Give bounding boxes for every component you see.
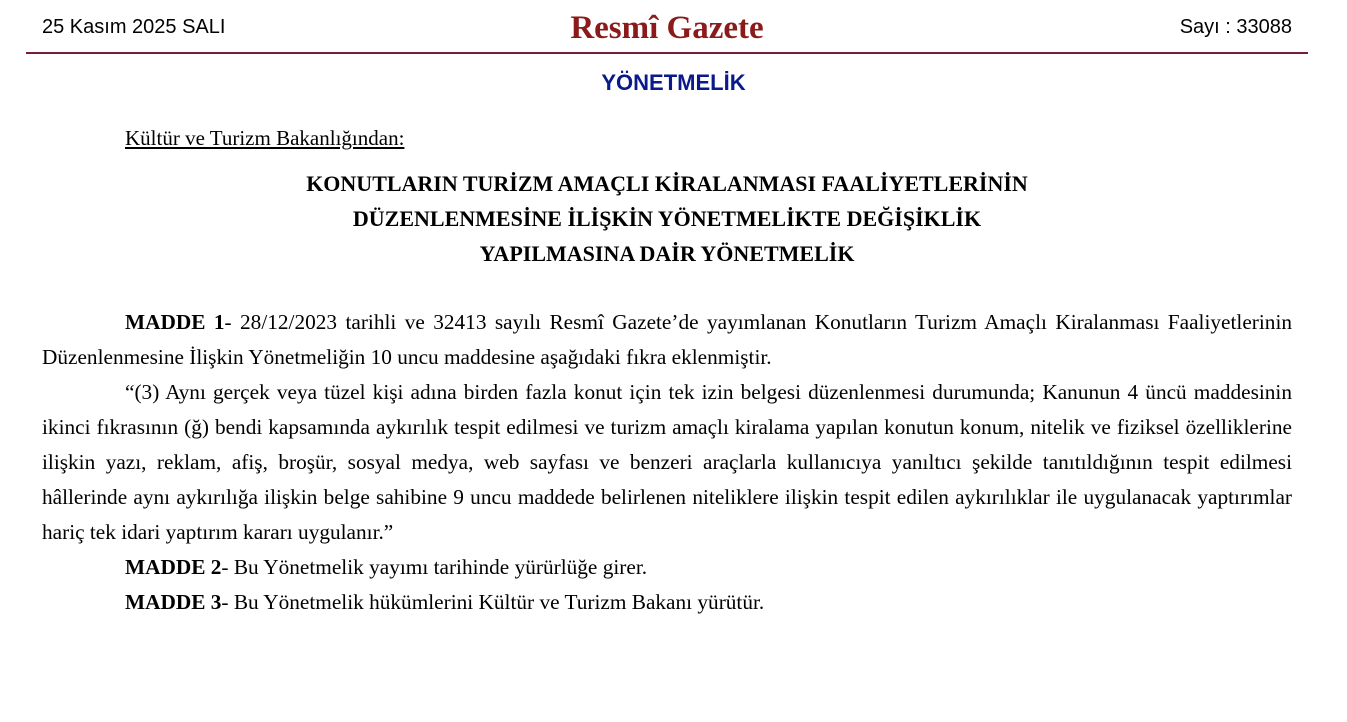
article-text: - Bu Yönetmelik hükümlerini Kültür ve Turizm Bakanı yürütür. [221, 590, 765, 614]
section-heading: YÖNETMELİK [601, 70, 746, 95]
gazette-header [26, 8, 1308, 54]
article-3 [42, 585, 1292, 620]
article-text: - 28/12/2023 tarihli ve 32413 sayılı Resmî Gazete’de yayımlanan Konutların Turizm Amaçlı Kiralanması Faaliyetlerinin Düzenlenmesine İlişkin Yönetmeliğin 10 uncu maddesine aşağıdaki fıkra eklenmiştir. [42, 310, 1293, 369]
ministry-name: Kültür ve Turizm Bakanlığından: [125, 126, 405, 150]
gazette-title: Resmî Gazete [570, 10, 764, 46]
article-1-paragraph-3 [42, 375, 1292, 550]
article-1 [42, 305, 1292, 375]
article-2 [42, 550, 1292, 585]
article-label: MADDE 2 [125, 555, 222, 579]
issue-date: 25 Kasım 2025 SALI [42, 16, 226, 38]
issue-number: Sayı : 33088 [1179, 16, 1292, 38]
article-text: “(3) Aynı gerçek veya tüzel kişi adına birden fazla konut için tek izin belgesi düzenlenmesi durumunda; Kanunun 4 üncü maddesinin ikinci fıkrasının (ğ) bendi kapsamında aykırılık tespit edilmesi ve turizm amaçlı kiralama yapılan konutun konum, nitelik ve fiziksel özelliklerine ilişkin yazı, reklam, afiş, broşür, sosyal medya, web sayfası ve benzeri araçlarla kullanıcıya yanıltıcı şekilde tanıtıldığının tespit edilmesi hâllerinde aynı aykırılığa ilişkin belge sahibine 9 uncu maddede belirlenen niteliklere ilişkin tespit edilen aykırılıklar ile uygulanacak yaptırımlar hariç tek idari yaptırım kararı uygulanır.” [42, 380, 1292, 544]
regulation-title-line: KONUTLARIN TURİZM AMAÇLI KİRALANMASI FAALİYETLERİNİN [306, 171, 1028, 196]
regulation-title-line: DÜZENLENMESİNE İLİŞKİN YÖNETMELİKTE DEĞİŞİKLİK [352, 206, 982, 231]
article-label: MADDE 3 [125, 590, 222, 614]
regulation-title [42, 166, 1292, 271]
regulation-body [42, 305, 1292, 620]
article-label: MADDE 1 [125, 310, 225, 334]
article-text: - Bu Yönetmelik yayımı tarihinde yürürlüğe girer. [221, 555, 648, 579]
regulation-title-line: YAPILMASINA DAİR YÖNETMELİK [479, 241, 855, 266]
